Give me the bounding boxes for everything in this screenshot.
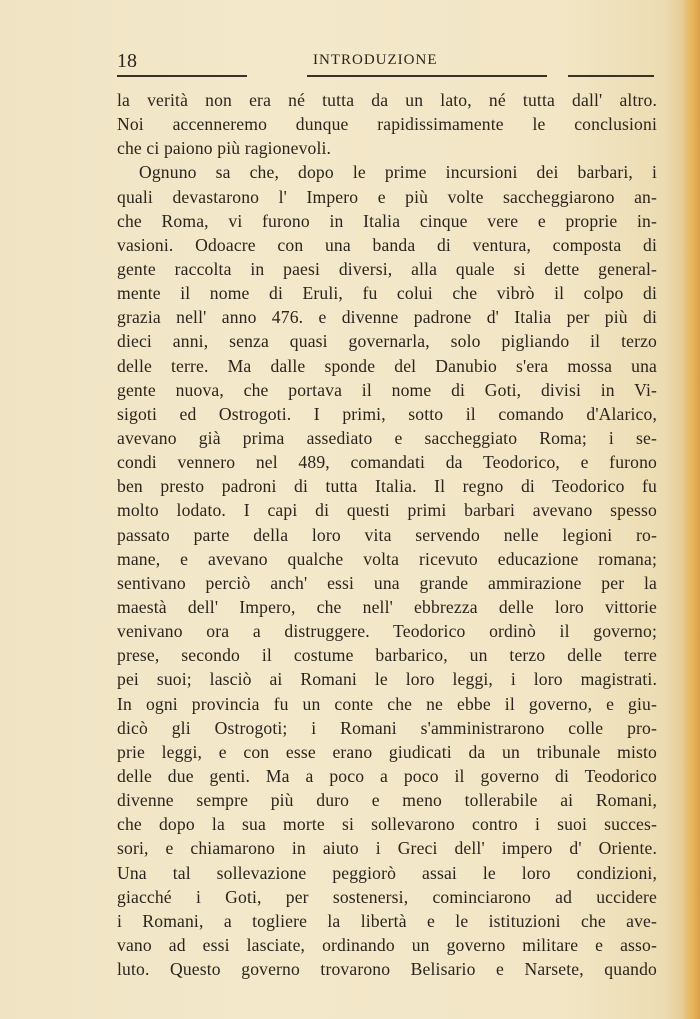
text-line: Ognuno sa che, dopo le prime incursioni dei barbari, i [139,162,657,183]
text-line: passato parte della loro vita servendo nelle legioni ro- [117,524,657,545]
header-rule [117,75,247,77]
text-line: prie leggi, e con esse erano giudicati da un tribunale misto [117,741,657,762]
page-header [117,44,657,74]
text-line: quali devastarono l' Impero e più volte saccheggiarono an- [117,186,657,207]
text-line: molto lodato. I capi di questi primi barbari avevano spesso [117,500,657,521]
text-line: che Roma, vi furono in Italia cinque vere e proprie in- [117,210,657,231]
text-line: condi vennero nel 489, comandati da Teodorico, e furono [117,452,657,473]
page-edge [682,0,700,1019]
page-number: 18 [117,50,137,72]
text-line: i Romani, a togliere la libertà e le istituzioni che ave- [117,910,657,931]
text-line: sentivano perciò anch' essi una grande ammirazione per la [117,572,657,593]
text-line: prese, secondo il costume barbarico, un terzo delle terre [117,645,657,666]
text-line: che dopo la sua morte si sollevarono contro i suoi succes- [117,814,657,835]
text-line: dicò gli Ostrogoti; i Romani s'amministrarono colle pro- [117,717,657,738]
header-rule [307,75,547,77]
text-line: mane, e avevano qualche volta ricevuto educazione romana; [117,548,657,569]
header-rule [568,75,654,77]
text-line: delle terre. Ma dalle sponde del Danubio s'era mossa una [117,355,657,376]
text-line: delle due genti. Ma a poco a poco il governo di Teodorico [117,765,657,786]
text-line: giacché i Goti, per sostenersi, cominciarono ad uccidere [117,886,657,907]
text-line: mente il nome di Eruli, fu colui che vibrò il colpo di [117,283,657,304]
text-line: sigoti ed Ostrogoti. I primi, sotto il comando d'Alarico, [117,403,657,424]
text-line: Noi accenneremo dunque rapidissimamente le conclusioni [117,114,657,135]
text-line: avevano già prima assediato e saccheggiato Roma; i se- [117,427,657,448]
text-line: Una tal sollevazione peggiorò assai le loro condizioni, [117,862,657,883]
text-line: ben presto padroni di tutta Italia. Il regno di Teodorico fu [117,476,657,497]
text-line: sori, e chiamarono in aiuto i Greci dell' impero d' Oriente. [117,838,657,859]
body-text [117,88,657,981]
text-line: In ogni provincia fu un conte che ne ebbe il governo, e giu- [117,693,657,714]
text-line: dieci anni, senza quasi governarla, solo pigliando il terzo [117,331,657,352]
text-line: gente nuova, che portava il nome di Goti, divisi in Vi- [117,379,657,400]
text-line: venivano ora a distruggere. Teodorico ordinò il governo; [117,621,657,642]
text-line: vasioni. Odoacre con una banda di ventura, composta di [117,234,657,255]
text-line: la verità non era né tutta da un lato, né tutta dall' altro. [117,90,657,110]
text-line: gente raccolta in paesi diversi, alla quale si dette general- [117,258,657,279]
text-line: vano ad essi lasciate, ordinando un governo militare e asso- [117,934,657,955]
text-line: luto. Questo governo trovarono Belisario e Narsete, quando [117,959,657,980]
text-line: che ci paiono più ragionevoli. [117,138,332,159]
text-line: pei suoi; lasciò ai Romani le loro leggi, i loro magistrati. [117,669,657,690]
text-line: maestà dell' Impero, che nell' ebbrezza delle loro vittorie [117,596,657,617]
running-head: INTRODUZIONE [313,52,438,68]
text-line: grazia nell' anno 476. e divenne padrone d' Italia per più di [117,307,657,328]
text-line: divenne sempre più duro e meno tollerabile ai Romani, [117,790,657,811]
